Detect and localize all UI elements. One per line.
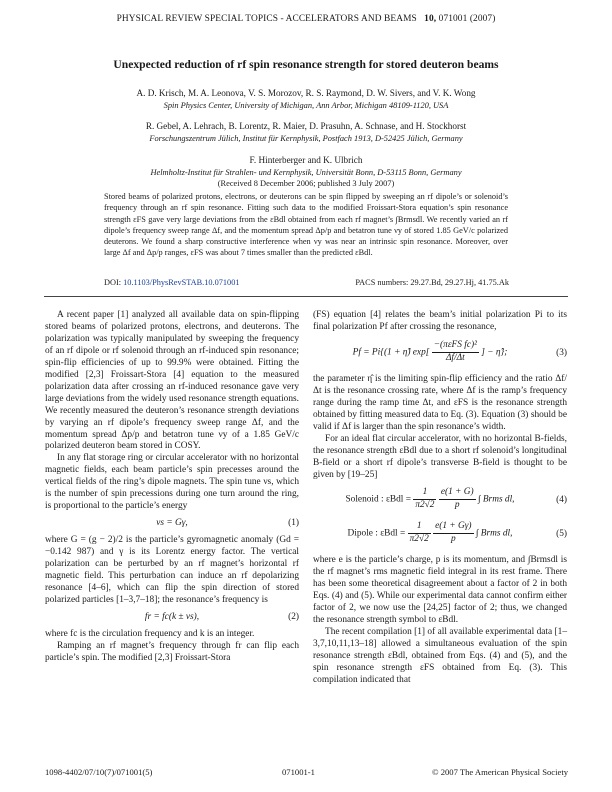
fraction-denominator: π2√2: [415, 500, 435, 511]
paragraph: A recent paper [1] analyzed all available data on spin-flipping stored beams of polarized protons, electrons, and deuterons. The polarization was typically manipulated by sweeping the frequency of an rf dipole or rf solenoid through an rf-induced spin resonance; spin-flip efficiencies of up to 99.9% were obtained. Fitting the modified [2,3] Froissart-Stora [4] equation to the measured polarization data after crossing an rf-induced resonance gave very large deviations from the widely used resonance strength equations. We recently measured the deuteron’s resonance strength deviations by varying an rf dipole’s frequency sweep range Δf, and the momentum spread Δp/p and betatron tune νy of a 1.85 GeV/c polarized deuteron beam stored in COSY.: [45, 310, 299, 452]
fraction-denominator: Δf/Δt: [445, 352, 465, 363]
equation-1: [45, 518, 299, 530]
equation-1-body: νs = Gγ,: [156, 518, 188, 529]
equation-4-fraction-a: [413, 487, 436, 512]
right-column: [313, 310, 567, 687]
fraction-numerator: −(πεFS fc)²: [432, 340, 479, 353]
paragraph: the parameter η̂ is the limiting spin-flip efficiency and the ratio Δf/Δt is the resonance crossing rate, where Δf is the ramp’s frequency range during the ramp time Δt, and εFS is the resonance strength obtained by fitting measured data to Eq. (3). Equation (3) should be valid if Δf is larger than the spin resonance’s width.: [313, 373, 567, 432]
fraction-denominator: p: [450, 534, 456, 545]
equation-4-fraction-b: [439, 487, 476, 512]
left-column: [45, 310, 299, 665]
equation-2: [45, 612, 299, 624]
equation-3-lhs: Pf = Pi{(1 + η̂) exp[: [352, 347, 430, 358]
fraction-numerator: e(1 + G): [439, 487, 476, 500]
fraction-denominator: p: [454, 500, 460, 511]
author-group-2: R. Gebel, A. Lehrach, B. Lorentz, R. Maier, D. Prasuhn, A. Schnase, and H. Stockhorst: [145, 121, 467, 131]
equation-3-rhs: ] − η̂};: [481, 347, 508, 358]
article-number: 071001 (2007): [438, 14, 496, 24]
equation-5-number: (5): [556, 529, 567, 540]
paragraph: For an ideal flat circular accelerator, with no horizontal B-fields, the resonance strength εBdl due to a short rf solenoid’s longitudinal B-field or a short rf dipole’s transverse B-field is thought to be given by [19–25]: [313, 433, 567, 480]
equation-4-label: Solenoid : εBdl =: [345, 495, 411, 506]
equation-4-integral: ∫ Brms dl,: [477, 495, 515, 506]
affiliation-3: Helmholtz-Institut für Strahlen- und Kernphysik, Universität Bonn, D-53115 Bonn, Germany: [150, 168, 462, 177]
equation-5-integral: ∫ Brms dl,: [475, 529, 513, 540]
paragraph: (FS) equation [4] relates the beam’s initial polarization Pi to its final polarization Pf after crossing the resonance,: [313, 310, 567, 332]
equation-1-number: (1): [288, 518, 299, 529]
footer-copyright: © 2007 The American Physical Society: [432, 767, 568, 777]
volume: 10,: [424, 14, 437, 24]
equation-2-number: (2): [288, 611, 299, 622]
journal-name: PHYSICAL REVIEW SPECIAL TOPICS - ACCELERATORS AND BEAMS: [116, 14, 417, 24]
equation-2-body: fr = fc(k ± νs),: [144, 611, 200, 622]
footer-issn: 1098-4402/07/10(7)/071001(5): [45, 767, 153, 777]
equation-5-label: Dipole : εBdl =: [347, 529, 406, 540]
equation-5-fraction-b: [433, 521, 473, 546]
affiliation-2: Forschungszentrum Jülich, Institut für Kernphysik, Postfach 1913, D-52425 Jülich, Germany: [149, 134, 463, 143]
fraction-numerator: 1: [408, 521, 431, 534]
affiliation-1: Spin Physics Center, University of Michigan, Ann Arbor, Michigan 48109-1120, USA: [163, 101, 449, 110]
equation-3-number: (3): [556, 347, 567, 358]
doi-line: [104, 278, 240, 287]
equation-3-fraction: [432, 340, 479, 365]
doi-label: DOI:: [104, 278, 122, 287]
pacs-numbers: PACS numbers: 29.27.Bd, 29.27.Hj, 41.75.Ak: [355, 278, 509, 287]
equation-5: [313, 521, 567, 549]
equation-4-number: (4): [556, 495, 567, 506]
fraction-numerator: e(1 + Gγ): [433, 521, 473, 534]
author-group-3: F. Hinterberger and K. Ulbrich: [249, 155, 363, 165]
footer-page-number: 071001-1: [282, 767, 315, 777]
received-date: (Received 8 December 2006; published 3 July 2007): [217, 179, 395, 188]
equation-4: [313, 487, 567, 515]
fraction-denominator: π2√2: [409, 534, 429, 545]
author-group-1: A. D. Krisch, M. A. Leonova, V. S. Morozov, R. S. Raymond, D. W. Sivers, and V. K. Wong: [136, 88, 476, 98]
equation-5-fraction-a: [408, 521, 431, 546]
paragraph: where e is the particle’s charge, p is its momentum, and ∫Brmsdl is the rf magnet’s rms magnetic field integral in its rest frame. There has been some theoretical disagreement about a factor of 2 in both Eqs. (4) and (5). While our experimental data cannot confirm either factor of 2, we now use the [24,25] factor of 2; thus, we changed the resonance strength symbol to εBdl.: [313, 555, 567, 626]
abstract: Stored beams of polarized protons, electrons, or deuterons can be spin flipped by sweeping an rf dipole’s or solenoid’s frequency through an rf spin resonance. Fitting such data to the modified Froissart-Stora equation’s spin resonance strength εFS gave very large deviations from the εBdl obtained from each rf magnet’s ∫Brmsdl. We recently varied an rf dipole’s frequency sweep range Δf, and the momentum spread Δp/p and betatron tune νy of stored 1.85 GeV/c polarized deuterons. We found a sharp constructive interference when νy was near an intrinsic spin resonance. Moreover, over large Δf and Δp/p ranges, εFS was about 7 times smaller than the predicted εBdl.: [104, 192, 508, 258]
paragraph: The recent compilation [1] of all available experimental data [1–3,7,10,11,13–18] allowed a simultaneous evaluation of the spin resonance strength εBdl, obtained from Eqs. (4) and (5), and the spin resonance strength εFS obtained from Eq. (3). This compilation indicated that: [313, 627, 567, 686]
paragraph: where G = (g − 2)/2 is the particle’s gyromagnetic anomaly (Gd = −0.142 987) and γ is its Lorentz energy factor. The vertical polarization can be perturbed by an rf magnet’s horizontal rf magnetic field. This perturbation can induce an rf depolarizing resonance [4–6], which can flip the spin direction of stored polarized particles [1–3,7–18]; the resonance’s frequency is: [45, 535, 299, 605]
paper-title: Unexpected reduction of rf spin resonance strength for stored deuteron beams: [113, 58, 499, 71]
equation-3: [313, 340, 567, 368]
header-divider: [44, 296, 568, 297]
paragraph: where fc is the circulation frequency and k is an integer.: [45, 628, 255, 639]
fraction-numerator: 1: [413, 487, 436, 500]
paragraph: In any flat storage ring or circular accelerator with no horizontal magnetic fields, each beam particle’s spin precesses around the vertical fields of the ring’s dipole magnets. The spin tune νs, which is the number of spin precessions during one turn around the ring, is proportional to the particle’s energy: [45, 453, 299, 512]
running-header: [0, 14, 612, 24]
paragraph: Ramping an rf magnet’s frequency through fr can flip each particle’s spin. The modified [2,3] Froissart-Stora: [45, 640, 299, 663]
doi-link[interactable]: 10.1103/PhysRevSTAB.10.071001: [123, 278, 240, 287]
